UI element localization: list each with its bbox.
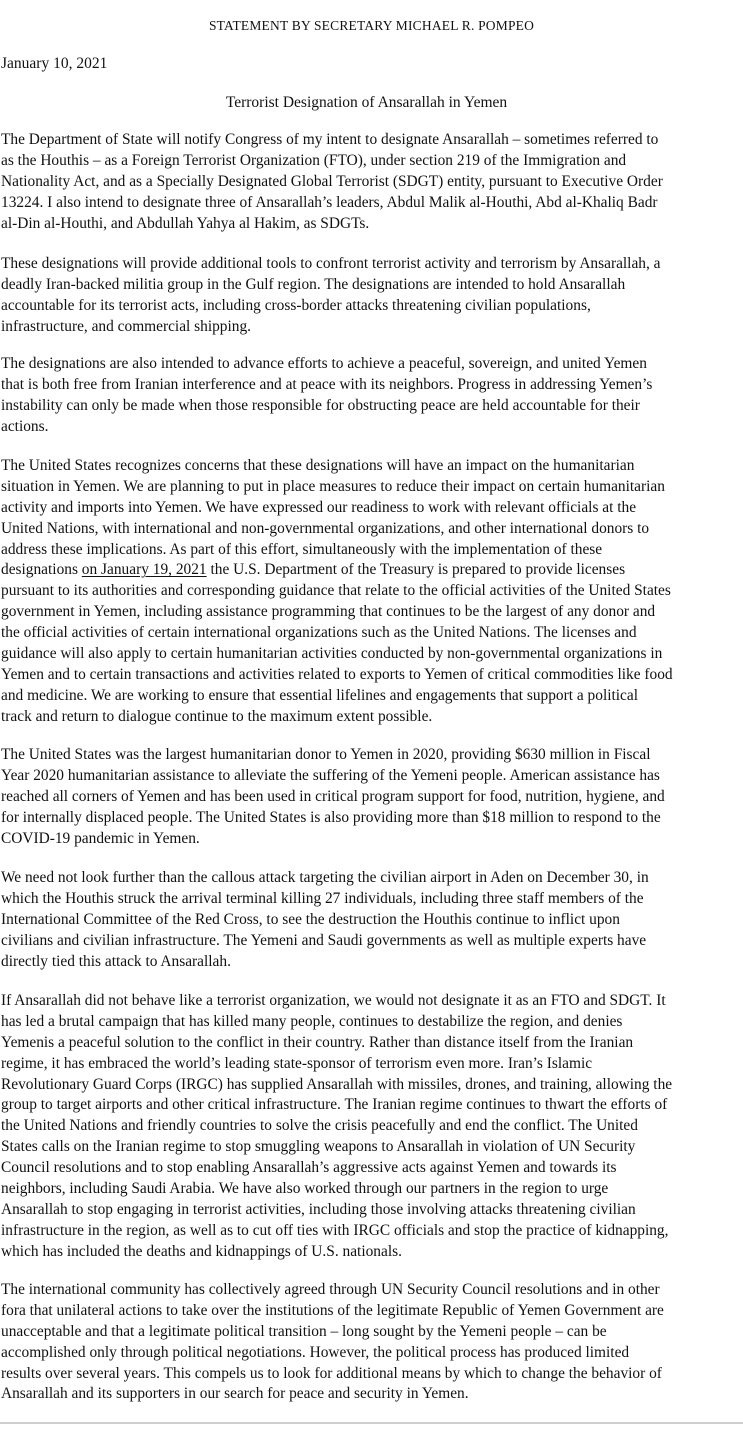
text-line: and medicine. We are working to ensure that essential lifelines and engagements that support a political [1,686,638,704]
statement-header: STATEMENT BY SECRETARY MICHAEL R. POMPEO [208,18,535,33]
text-line: These designations will provide additional tools to confront terrorist activity and terrorism by Ansarallah, a [1,255,661,272]
text-line: results over several years. This compels us to look for additional means by which to change the behavior of [1,1364,662,1382]
text-line: infrastructure in the region, as well as to cut off ties with IRGC officials and stop the practice of kidnapping, [1,1221,669,1239]
text-line: guidance will also apply to certain humanitarian activities conducted by non-governmental organizations in [1,645,663,663]
text-line: We need not look further than the callous attack targeting the civilian airport in Aden on December 30, in [1,869,649,886]
text-line: that is both free from Iranian interference and at peace with its neighbors. Progress in addressing Yemen’s [1,375,653,393]
text-line: International Committee of the Red Cross, to see the destruction the Houthis continue to inflict upon [1,910,620,928]
text-line: COVID-19 pandemic in Yemen. [1,829,200,847]
text-line: Year 2020 humanitarian assistance to alleviate the suffering of the Yemeni people. American assistance has [1,766,660,784]
text-line: Nationality Act, and as a Specially Designated Global Terrorist (SDGT) entity, pursuant to Executive Order [1,172,663,190]
text-line: activity and imports into Yemen. We have expressed our readiness to work with relevant officials at the [1,498,637,516]
text-line: accomplished only through political negotiations. However, the political process has produced limited [1,1343,630,1361]
underlined-date: on January 19, 2021 [81,561,207,579]
text-line: unacceptable and that a legitimate political transition – long sought by the Yemeni people – can be [1,1322,607,1340]
text-segment: designations [1,561,82,579]
text-segment: the U.S. Department of the Treasury is prepared to provide licenses [206,561,626,579]
document-title: Terrorist Designation of Ansarallah in Yemen [225,94,508,111]
text-line: which has included the deaths and kidnappings of U.S. nationals. [1,1242,402,1260]
text-line: pursuant to its authorities and corresponding guidance that relate to the official activities of the United States [1,582,671,600]
text-line: Council resolutions and to stop enabling Ansarallah’s aggressive acts against Yemen and towards its [1,1159,617,1177]
text-line: instability can only be made when those responsible for obstructing peace are held accountable for their [1,396,640,414]
text-line: deadly Iran-backed militia group in the Gulf region. The designations are intended to hold Ansarallah [1,275,626,293]
text-line: regime, it has embraced the world’s leading state-sponsor of terrorism even more. Iran’s Islamic [1,1054,593,1072]
text-line: which the Houthis struck the arrival terminal killing 27 individuals, including three staff members of the [1,889,644,907]
paragraph-peaceful-yemen [1,354,732,438]
text-line: Revolutionary Guard Corps (IRGC) has supplied Ansarallah with missiles, drones, and training, allowing the [1,1075,673,1093]
text-line: Yemen and to certain transactions and activities related to exports to Yemen of critical commodities like food [1,665,673,683]
text-line: address these implications. As part of this effort, simultaneously with the implementation of these [1,540,603,558]
text-line: Yemenis a peaceful solution to the conflict in their country. Rather than distance itself from the Iranian [1,1033,634,1051]
text-line: situation in Yemen. We are planning to put in place measures to reduce their impact on certain humanitarian [1,477,665,495]
page-bottom-divider [0,1422,743,1424]
text-line: The Department of State will notify Congress of my intent to designate Ansarallah – sometimes referred to [1,131,659,148]
paragraph-largest-donor [1,745,732,849]
text-line: The United States was the largest humanitarian donor to Yemen in 2020, providing $630 million in Fiscal [1,746,651,763]
text-line: al-Din al-Houthi, and Abdullah Yahya al Hakim, as SDGTs. [1,214,370,232]
text-line: the official activities of certain international organizations such as the United Nations. The licenses and [1,624,637,642]
text-line: has led a brutal campaign that has killed many people, continues to destabilize the region, and denies [1,1012,623,1030]
text-line: reached all corners of Yemen and has been used in critical program support for food, nutrition, hygiene, and [1,787,665,805]
text-line: as the Houthis – as a Foreign Terrorist Organization (FTO), under section 219 of the Immigration and [1,151,627,169]
text-line: Ansarallah to stop engaging in terrorist activities, including those involving attacks threatening civilian [1,1200,636,1218]
paragraph-designation-intent [1,130,732,234]
paragraph-international-community [1,1280,732,1405]
text-line: infrastructure, and commercial shipping. [1,317,252,335]
paragraph-terrorist-behavior [1,991,732,1263]
paragraph-aden-attack [1,868,732,972]
text-line: actions. [1,417,49,435]
text-line: United Nations, with international and non-governmental organizations, and other international donors to [1,519,650,537]
text-line: directly tied this attack to Ansarallah. [1,952,231,970]
text-line: fora that unilateral actions to take over the institutions of the legitimate Republic of Yemen Government are [1,1301,664,1319]
paragraph-additional-tools [1,254,732,338]
paragraph-humanitarian-concerns [1,456,732,728]
text-line: The international community has collectively agreed through UN Security Council resolutions and in other [1,1281,660,1298]
text-line: the United Nations and friendly countries to solve the crisis peacefully and end the conflict. The United [1,1117,638,1135]
text-line: If Ansarallah did not behave like a terrorist organization, we would not designate it as an FTO and SDGT. It [1,992,666,1009]
text-line: Ansarallah and its supporters in our search for peace and security in Yemen. [1,1385,469,1403]
text-line: track and return to dialogue continue to the maximum extent possible. [1,707,433,725]
text-line: accountable for its terrorist acts, including cross-border attacks threatening civilian populations, [1,296,591,314]
statement-date: January 10, 2021 [1,55,108,72]
text-line [1,560,732,581]
text-line: for internally displaced people. The United States is also providing more than $18 million to respond to the [1,808,661,826]
text-line: 13224. I also intend to designate three of Ansarallah’s leaders, Abdul Malik al-Houthi, Abd al-Khaliq Badr [1,193,658,211]
text-line: group to target airports and other critical infrastructure. The Iranian regime continues to thwart the efforts of [1,1096,668,1114]
text-line: neighbors, including Saudi Arabia. We have also worked through our partners in the region to urge [1,1180,609,1198]
text-line: States calls on the Iranian regime to stop smuggling weapons to Ansarallah in violation of UN Security [1,1138,636,1156]
text-line: The designations are also intended to advance efforts to achieve a peaceful, sovereign, and united Yemen [1,355,647,372]
text-line: government in Yemen, including assistance programming that continues to be the largest of any donor and [1,603,656,621]
text-line: The United States recognizes concerns that these designations will have an impact on the humanitarian [1,457,635,474]
text-line: civilians and civilian infrastructure. The Yemeni and Saudi governments as well as multiple experts have [1,931,647,949]
